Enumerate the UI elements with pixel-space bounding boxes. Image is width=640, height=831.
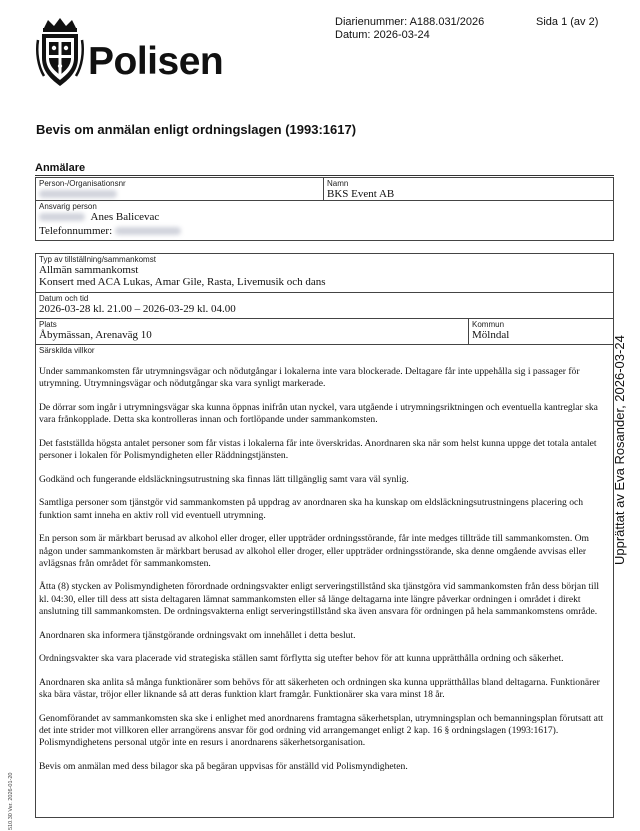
condition-paragraph: De dörrar som ingår i utrymningsvägar ska kunna öppnas inifrån utan nyckel, vara utgående i utrymningsriktningen och eventuella kantreglar ska vara frånkopplade. Detta ska kontrolleras innan och fortlöpande under sammankomsten. — [39, 401, 598, 426]
police-emblem-icon — [34, 16, 86, 90]
phone-row — [39, 225, 181, 237]
section-heading-anmalare: Anmälare — [35, 162, 614, 176]
applicant-box — [35, 177, 614, 241]
event-type-label: Typ av tillställning/sammankomst — [39, 255, 156, 264]
condition-paragraph: Anordnaren ska anlita så många funktionärer som behövs för att säkerheten och ordningen ska kunna upprätthållas bland deltagarna. Funktionärer ska bära västar, tröjor eller liknande så att deras funktion klart framgår. Funktionärer ska vara minst 18 år. — [39, 676, 600, 701]
name-value: BKS Event AB — [327, 188, 395, 200]
phone-label: Telefonnummer: — [39, 225, 113, 237]
condition-paragraph: Ordningsvakter ska vara placerade vid strategiska ställen samt förflytta sig utefter behov för att kunna upprätthålla ordning och säkerhet. — [39, 653, 564, 665]
municipality-value: Mölndal — [472, 329, 510, 341]
condition-paragraph: Samtliga personer som tjänstgör vid sammankomsten på uppdrag av anordnaren ska ha kunskap om eldsläckningsutrustningens placering och funktion samt inneha en aktiv roll vid eventuell utrymning. — [39, 497, 584, 521]
condition-paragraph: Under sammankomsten får utrymningsvägar och nödutgångar i lokalerna inte vara blockerade. Deltagare får inte uppehålla sig i passager för utrymning. Utrymningsvägar och nödutgångar ska vara synligt markerade. — [39, 366, 580, 390]
name-label: Namn — [327, 179, 349, 188]
condition-paragraph: Det fastställda högsta antalet personer som får vistas i lokalerna får inte överskridas. Anordnaren ska när som helst kunna uppge det totala antalet personer i lokalen för Polismyndigheten eller Räddningstjänsten. — [39, 437, 597, 462]
datetime-label: Datum och tid — [39, 294, 89, 303]
conditions-label: Särskilda villkor — [39, 346, 95, 355]
condition-paragraph: Bevis om anmälan med dess bilagor ska på begäran uppvisas för anställd vid Polismyndigheten. — [39, 760, 408, 772]
datetime-value: 2026-03-28 kl. 21.00 – 2026-03-29 kl. 04.00 — [39, 303, 236, 315]
conditions-list — [39, 366, 607, 785]
prepared-by-note: Upprättat av Eva Rosander, 2026-03-24 — [612, 335, 627, 565]
event-type-value: Allmän sammankomst — [39, 264, 139, 276]
responsible-value: Anes Balicevac — [39, 211, 181, 223]
condition-paragraph: En person som är märkbart berusad av alkohol eller droger, eller uppträder ordningsstörande, får inte medges tillträde till sammankomsten. Om någon under sammankomsten är märkbart berusad av alkohol eller droger, eller uppträder ordningsstörande, ska denne omgående avvisas eller avlägsnas från området för sammankomsten. — [39, 533, 590, 569]
responsible-label: Ansvarig person — [39, 202, 97, 211]
document-meta — [335, 16, 484, 42]
condition-paragraph: Genomförandet av sammankomsten ska ske i enlighet med anordnarens framtagna säkerhetsplan, utrymningsplan och bemanningsplan förutsatt att det inte strider mot villkoren eller arrangörens ansvar för god ordning vid arrangemanget enligt 2 kap. 16 § ordningslagen (1993:1617). Polismyndighetens personal utgör inte en resurs i anordnarens säkerhetsorganisation. — [39, 712, 604, 749]
event-box — [35, 253, 614, 818]
condition-paragraph: Åtta (8) stycken av Polismyndigheten förordnade ordningsvakter enligt serveringstillstånd ska tjänstgöra vid sammankomsten från dess början till kl. 04:30, eller till dess att sista deltagaren lämnat sammankomsten eller så länge deltagarna inte längre påverkar ordningen i området i direkt anslutning till sammankomsten. De ordningsvakterna enligt serveringstillstånd ska även ansvara för ordningen på hela sammankomstens område. — [39, 581, 600, 617]
orgnr-label: Person-/Organisationsnr — [39, 179, 126, 188]
document-title: Bevis om anmälan enligt ordningslagen (1993:1617) — [36, 122, 357, 137]
event-description: Konsert med ACA Lukas, Amar Gile, Rasta, Livemusik och dans — [39, 276, 326, 288]
condition-paragraph: Godkänd och fungerande eldsläckningsutrustning ska finnas lätt tillgänglig samt vara väl synlig. — [39, 473, 409, 485]
form-version-code: 510.30 Ver. 2026-01-20 — [8, 772, 14, 830]
document-date: Datum: 2026-03-24 — [335, 29, 430, 41]
condition-paragraph: Anordnaren ska informera tjänstgörande ordningsvakt om innehållet i detta beslut. — [39, 629, 356, 641]
municipality-label: Kommun — [472, 320, 505, 329]
page-number: Sida 1 (av 2) — [536, 16, 599, 28]
brand-logo-text: Polisen — [88, 40, 224, 83]
place-label: Plats — [39, 320, 57, 329]
orgnr-value — [39, 188, 126, 200]
diarienummer: Diarienummer: A188.031/2026 — [335, 16, 485, 28]
place-value: Åbymässan, Arenaväg 10 — [39, 329, 152, 341]
